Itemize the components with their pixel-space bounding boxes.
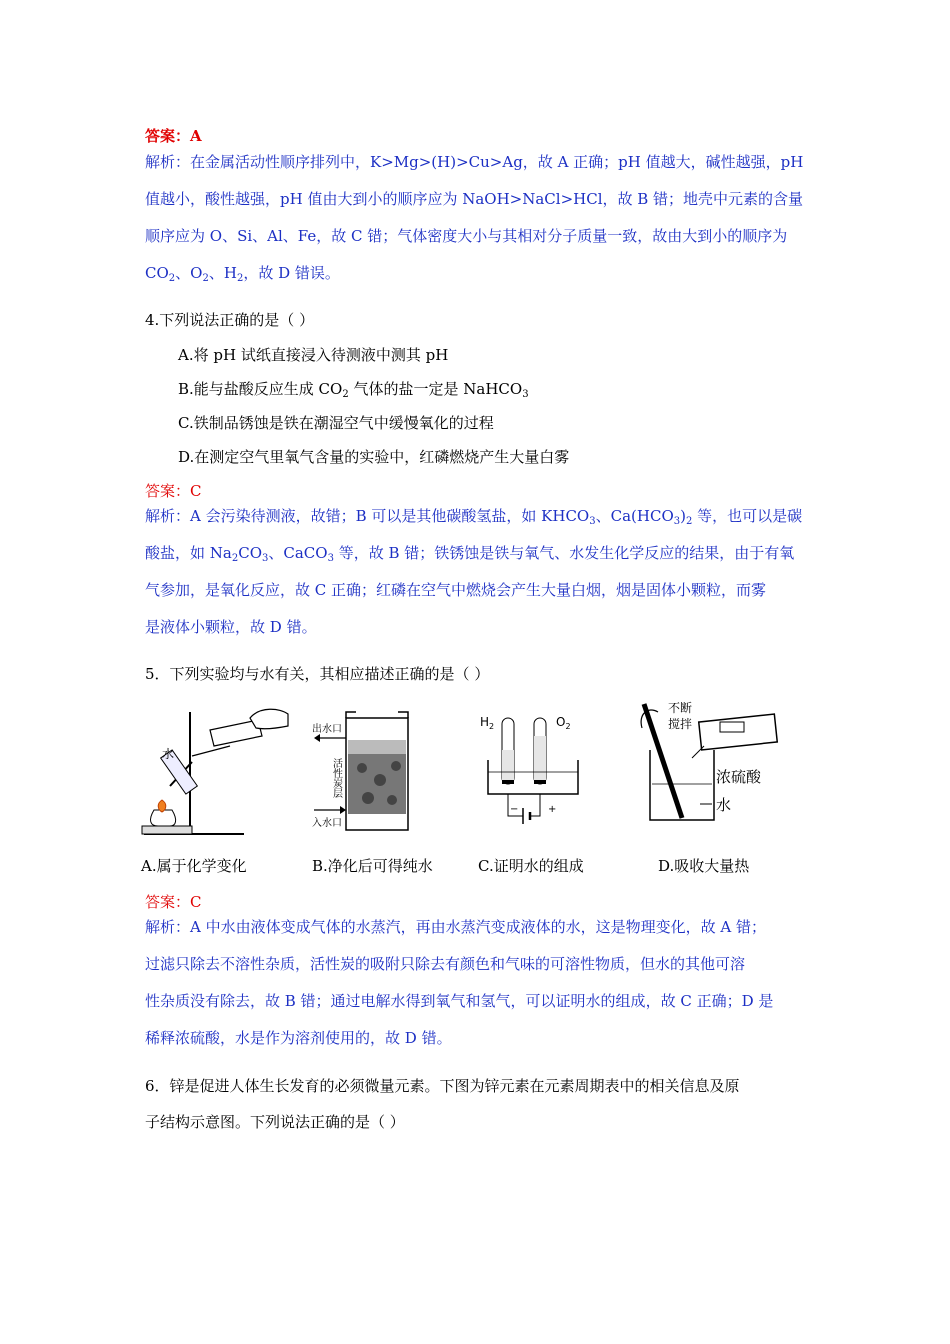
figure-c-plus-label: + — [548, 804, 557, 815]
figure-a-water-label: 水 — [162, 747, 175, 761]
q4-explanation-line-4: 是液体小颗粒，故 D 错。 — [145, 618, 317, 636]
q5-option-c: C.证明水的组成 — [478, 857, 584, 875]
q4-answer: 答案：C — [145, 482, 202, 500]
q3-answer: 答案：A — [145, 127, 202, 145]
q5-explanation-line-2: 过滤只除去不溶性杂质，活性炭的吸附只除去有颜色和气味的可溶性物质，但水的其他可溶 — [145, 955, 746, 973]
figure-c-h2-label: $H_2$ — [480, 715, 495, 731]
figure-a-distillation — [140, 700, 290, 840]
q4-explanation-line-1: 解析：A 会污染待测液，故错；B 可以是其他碳酸氢盐，如 $KHCO_3$、$Ca(HCO_3)_2$ 等，也可以是碳 — [145, 507, 803, 527]
q5-option-b: B.净化后可得纯水 — [312, 857, 433, 875]
figure-d-stir-label-2: 搅拌 — [668, 717, 693, 731]
q6-question-line-1: 6．锌是促进人体生长发育的必须微量元素。下图为锌元素在元素周期表中的相关信息及原 — [145, 1077, 740, 1095]
q4-explanation-line-2: 酸盐，如 $Na_2CO_3$、CaCO$_3$ 等，故 B 错；铁锈蚀是铁与氧气、水发生化学反应的结果，由于有氧 — [145, 544, 795, 564]
q5-answer: 答案：C — [145, 893, 202, 911]
q4-question: 4.下列说法正确的是（ ） — [145, 311, 315, 329]
figure-c-electrolysis — [478, 700, 598, 840]
figure-c-minus-label: − — [510, 804, 519, 815]
q6-question-line-2: 子结构示意图。下列说法正确的是（ ） — [145, 1113, 405, 1131]
figure-b-outlet-label: 出水口 — [312, 724, 342, 735]
q5-option-a: A.属于化学变化 — [141, 857, 247, 875]
q5-explanation-line-3: 性杂质没有除去，故 B 错；通过电解水得到氧气和氢气，可以证明水的组成，故 C 正确；D 是 — [145, 992, 774, 1010]
q5-option-d: D.吸收大量热 — [658, 857, 750, 875]
figure-d-acid-label: 浓硫酸 — [716, 768, 762, 786]
q4-option-c: C.铁制品锈蚀是铁在潮湿空气中缓慢氧化的过程 — [178, 414, 494, 432]
figure-b-inlet-label: 入水口 — [312, 818, 342, 829]
q5-explanation-line-1: 解析：A 中水由液体变成气体的水蒸汽，再由水蒸汽变成液体的水，这是物理变化，故 A 错； — [145, 918, 766, 936]
figure-c-o2-label: $O_2$ — [556, 715, 571, 731]
figure-d-dilution — [630, 700, 780, 840]
q4-explanation-line-3: 气参加，是氧化反应，故 C 正确；红磷在空气中燃烧会产生大量白烟，烟是固体小颗粒，而雾 — [145, 581, 767, 599]
q5-question: 5．下列实验均与水有关，其相应描述正确的是（ ） — [145, 665, 490, 683]
figure-d-stir-label-1: 不断 — [668, 701, 693, 715]
figure-b-filter — [310, 700, 440, 840]
q3-explanation-line-1: 解析：在金属活动性顺序排列中，K>Mg>(H)>Cu>Ag，故 A 正确；pH 值越大，碱性越强，pH — [145, 153, 804, 171]
figure-b-carbon-layer-label: 活性炭层 — [330, 758, 342, 798]
figure-d-water-label: 水 — [716, 796, 732, 814]
q4-option-b: B.能与盐酸反应生成 $CO_2$ 气体的盐一定是 NaHCO$_3$ — [178, 380, 529, 400]
q3-explanation-line-2: 值越小，酸性越强，pH 值由大到小的顺序应为 NaOH>NaCl>HCl，故 B 错；地壳中元素的含量 — [145, 190, 804, 208]
q3-explanation-line-4: $CO_2$、$O_2$、$H_2$，故 D 错误。 — [145, 264, 340, 284]
q4-option-a: A.将 pH 试纸直接浸入待测液中测其 pH — [178, 346, 449, 364]
q5-explanation-line-4: 稀释浓硫酸，水是作为溶剂使用的，故 D 错。 — [145, 1029, 452, 1047]
q4-option-d: D.在测定空气里氧气含量的实验中，红磷燃烧产生大量白雾 — [178, 448, 570, 466]
q3-explanation-line-3: 顺序应为 O、Si、Al、Fe，故 C 错；气体密度大小与其相对分子质量一致，故由大到小的顺序为 — [145, 227, 788, 245]
